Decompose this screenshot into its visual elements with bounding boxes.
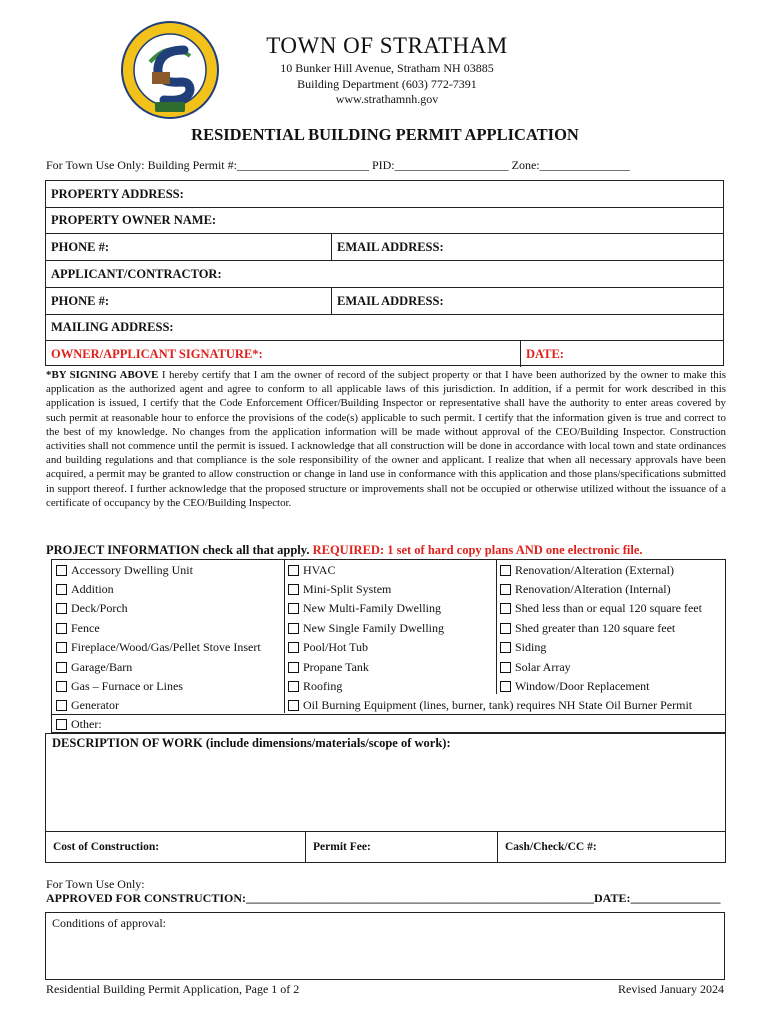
applicant-contact-row — [46, 288, 723, 315]
checkbox-item[interactable] — [288, 619, 444, 637]
cost-of-construction-field[interactable]: Cost of Construction: — [53, 841, 160, 853]
checkbox-label: Addition — [71, 581, 114, 596]
checkbox-icon[interactable] — [500, 681, 511, 692]
description-label: DESCRIPTION OF WORK (include dimensions/materials/scope of work): — [52, 736, 451, 750]
checkbox-icon[interactable] — [56, 719, 67, 730]
checkbox-icon[interactable] — [288, 642, 299, 653]
checkbox-icon[interactable] — [500, 623, 511, 634]
town-seal-logo — [120, 20, 220, 120]
project-info-heading — [46, 543, 643, 558]
footer-revision: Revised January 2024 — [618, 982, 724, 996]
checkbox-label: Gas – Furnace or Lines — [71, 678, 183, 693]
town-name: TOWN OF STRATHAM — [266, 33, 508, 58]
checkbox-label: Solar Array — [515, 659, 571, 674]
checkbox-label: Garage/Barn — [71, 659, 133, 674]
town-use-only-line: For Town Use Only: Building Permit #:______________________ PID:___________________ Zone:_______________ — [46, 158, 630, 172]
town-address: 10 Bunker Hill Avenue, Stratham NH 03885 — [280, 61, 494, 75]
town-website[interactable]: www.strathamnh.gov — [335, 92, 439, 106]
checkbox-item[interactable] — [288, 580, 391, 598]
mailing-address-row[interactable] — [46, 315, 723, 341]
checkbox-label: Shed greater than 120 square feet — [515, 620, 676, 635]
footer-page-info: Residential Building Permit Application, Page 1 of 2 — [46, 982, 300, 996]
town-contact — [232, 61, 542, 108]
plans-required-note: REQUIRED: 1 set of hard copy plans AND one electronic file. — [312, 543, 643, 557]
description-of-work-box[interactable] — [45, 733, 726, 863]
checkbox-icon[interactable] — [500, 662, 511, 673]
signature-date-field[interactable]: DATE: — [520, 341, 725, 367]
checkbox-icon[interactable] — [56, 681, 67, 692]
applicant-email-field[interactable]: EMAIL ADDRESS: — [331, 288, 725, 314]
checkbox-label: Deck/Porch — [71, 601, 128, 616]
project-info-title: PROJECT INFORMATION check all that apply. — [46, 543, 310, 557]
owner-email-field[interactable]: EMAIL ADDRESS: — [331, 234, 725, 260]
certification-text: I hereby certify that I am the owner of record of the subject property or that I have been authorized by the owner to make this application as the authorized agent and agree to conform to all applicable laws of this jurisdiction. In addition, if a permit for work described in this application is issued, I certify that the Code Enforcement Officer/Building Inspector or representative shall have the authority to enter areas covered by such permit at reasonable hour to enforce the provisions of the code(s) applicable to such permit. I certify that the information given is true and correct to the best of my knowledge. No changes from the application information will be made without approval of the CEO/Building Inspector. Construction activities shall not commence until the permit is issued. I acknowledge that all construction will be done in accordance with local town and state ordinances and building regulations and that compliance is the sole responsibility of the owner and applicant. I realize that when all necessary approvals have been acquired, a permit may be granted to allow construction or change in land use in conformance with this application and those plans/specifications submitted in support thereof. I further acknowledge that the proposed structure or improvements shall not be occupied or otherwise utilized without the issuance of a certificate of occupancy by the CEO/Building Inspector. — [46, 369, 727, 509]
checkbox-icon[interactable] — [56, 662, 67, 673]
checkbox-label-other: Other: — [71, 716, 102, 731]
certification-statement — [46, 368, 726, 510]
town-use-only-label: For Town Use Only: — [46, 877, 145, 891]
checkbox-icon[interactable] — [288, 681, 299, 692]
form-title: RESIDENTIAL BUILDING PERMIT APPLICATION — [191, 125, 579, 144]
checkbox-item[interactable] — [500, 561, 674, 579]
checkbox-label: Window/Door Replacement — [515, 678, 650, 693]
checkbox-icon[interactable] — [56, 565, 67, 576]
checkbox-label: Generator — [71, 698, 119, 713]
checkbox-label: Siding — [515, 640, 547, 655]
permit-fee-field[interactable]: Permit Fee: — [305, 832, 497, 862]
checkbox-icon[interactable] — [288, 662, 299, 673]
checkbox-item[interactable] — [56, 561, 193, 579]
checkbox-icon[interactable] — [56, 642, 67, 653]
applicant-phone-field[interactable]: PHONE #: — [51, 293, 109, 308]
checkbox-label: Fence — [71, 620, 100, 635]
checkbox-icon[interactable] — [56, 603, 67, 614]
checkbox-icon[interactable] — [288, 603, 299, 614]
checkbox-icon[interactable] — [500, 565, 511, 576]
checkbox-label: Shed less than or equal 120 square feet — [515, 601, 702, 616]
column-divider — [496, 560, 497, 694]
checkbox-icon[interactable] — [288, 700, 299, 711]
checkbox-label: Accessory Dwelling Unit — [71, 562, 193, 577]
checkbox-label: Propane Tank — [303, 659, 369, 674]
conditions-label: Conditions of approval: — [52, 916, 166, 930]
checkbox-icon[interactable] — [500, 642, 511, 653]
checkbox-icon[interactable] — [56, 584, 67, 595]
property-address-row[interactable] — [46, 181, 723, 208]
conditions-of-approval-box[interactable] — [45, 912, 725, 980]
column-divider — [284, 560, 285, 713]
checkbox-item[interactable] — [500, 600, 702, 618]
checkbox-label: HVAC — [303, 562, 336, 577]
checkbox-icon[interactable] — [288, 623, 299, 634]
checkbox-item[interactable] — [56, 639, 261, 657]
checkbox-item[interactable] — [288, 600, 441, 618]
checkbox-item[interactable] — [56, 580, 114, 598]
checkbox-item[interactable] — [288, 658, 369, 676]
checkbox-item[interactable] — [56, 677, 183, 695]
owner-signature-field[interactable]: OWNER/APPLICANT SIGNATURE*: — [51, 346, 263, 361]
checkbox-icon[interactable] — [500, 603, 511, 614]
cost-row — [46, 831, 725, 862]
checkbox-icon[interactable] — [288, 584, 299, 595]
checkbox-item[interactable] — [56, 619, 100, 637]
owner-name-field[interactable]: PROPERTY OWNER NAME: — [51, 213, 217, 227]
checkbox-item[interactable] — [288, 639, 368, 657]
building-dept-phone: Building Department (603) 772-7391 — [297, 76, 477, 91]
checkbox-label: Renovation/Alteration (Internal) — [515, 581, 671, 596]
approved-for-construction-line[interactable]: APPROVED FOR CONSTRUCTION:__________________________________________________________DATE:_______________ — [46, 891, 721, 905]
property-address-field[interactable]: PROPERTY ADDRESS: — [51, 186, 184, 201]
applicant-info-table — [45, 180, 724, 366]
checkbox-item[interactable] — [56, 600, 128, 618]
checkbox-item[interactable] — [500, 619, 675, 637]
applicant-contractor-field[interactable]: APPLICANT/CONTRACTOR: — [51, 266, 222, 281]
checkbox-item[interactable] — [500, 658, 571, 676]
payment-method-field[interactable]: Cash/Check/CC #: — [497, 832, 725, 862]
owner-phone-field[interactable]: PHONE #: — [51, 239, 109, 254]
checkbox-item[interactable] — [500, 639, 546, 657]
checkbox-item[interactable] — [500, 580, 671, 598]
checkbox-label: New Multi-Family Dwelling — [303, 601, 441, 616]
checkbox-item[interactable] — [288, 561, 335, 579]
checkbox-other[interactable] — [56, 715, 102, 733]
checkbox-label: Fireplace/Wood/Gas/Pellet Stove Insert — [71, 640, 261, 655]
project-checklist — [51, 559, 726, 733]
checkbox-item[interactable] — [288, 677, 342, 695]
checkbox-icon[interactable] — [288, 565, 299, 576]
checkbox-item[interactable] — [56, 658, 132, 676]
checkbox-item[interactable] — [500, 677, 649, 695]
applicant-row[interactable] — [46, 261, 723, 288]
checkbox-label: New Single Family Dwelling — [303, 620, 444, 635]
certification-lead: *BY SIGNING ABOVE — [46, 369, 159, 381]
checkbox-oil-burning[interactable] — [288, 697, 692, 715]
checkbox-icon[interactable] — [56, 700, 67, 711]
owner-name-row[interactable] — [46, 208, 723, 234]
signature-row — [46, 341, 723, 367]
mailing-address-field[interactable]: MAILING ADDRESS: — [51, 320, 174, 334]
checkbox-icon[interactable] — [56, 623, 67, 634]
owner-contact-row — [46, 234, 723, 261]
checkbox-label-oil-burning: Oil Burning Equipment (lines, burner, tank) requires NH State Oil Burner Permit — [303, 698, 693, 713]
checkbox-label: Pool/Hot Tub — [303, 640, 369, 655]
checkbox-label: Roofing — [303, 678, 343, 693]
checkbox-item[interactable] — [56, 697, 119, 715]
checkbox-icon[interactable] — [500, 584, 511, 595]
checkbox-label: Mini-Split System — [303, 581, 392, 596]
checkbox-label: Renovation/Alteration (External) — [515, 562, 674, 577]
